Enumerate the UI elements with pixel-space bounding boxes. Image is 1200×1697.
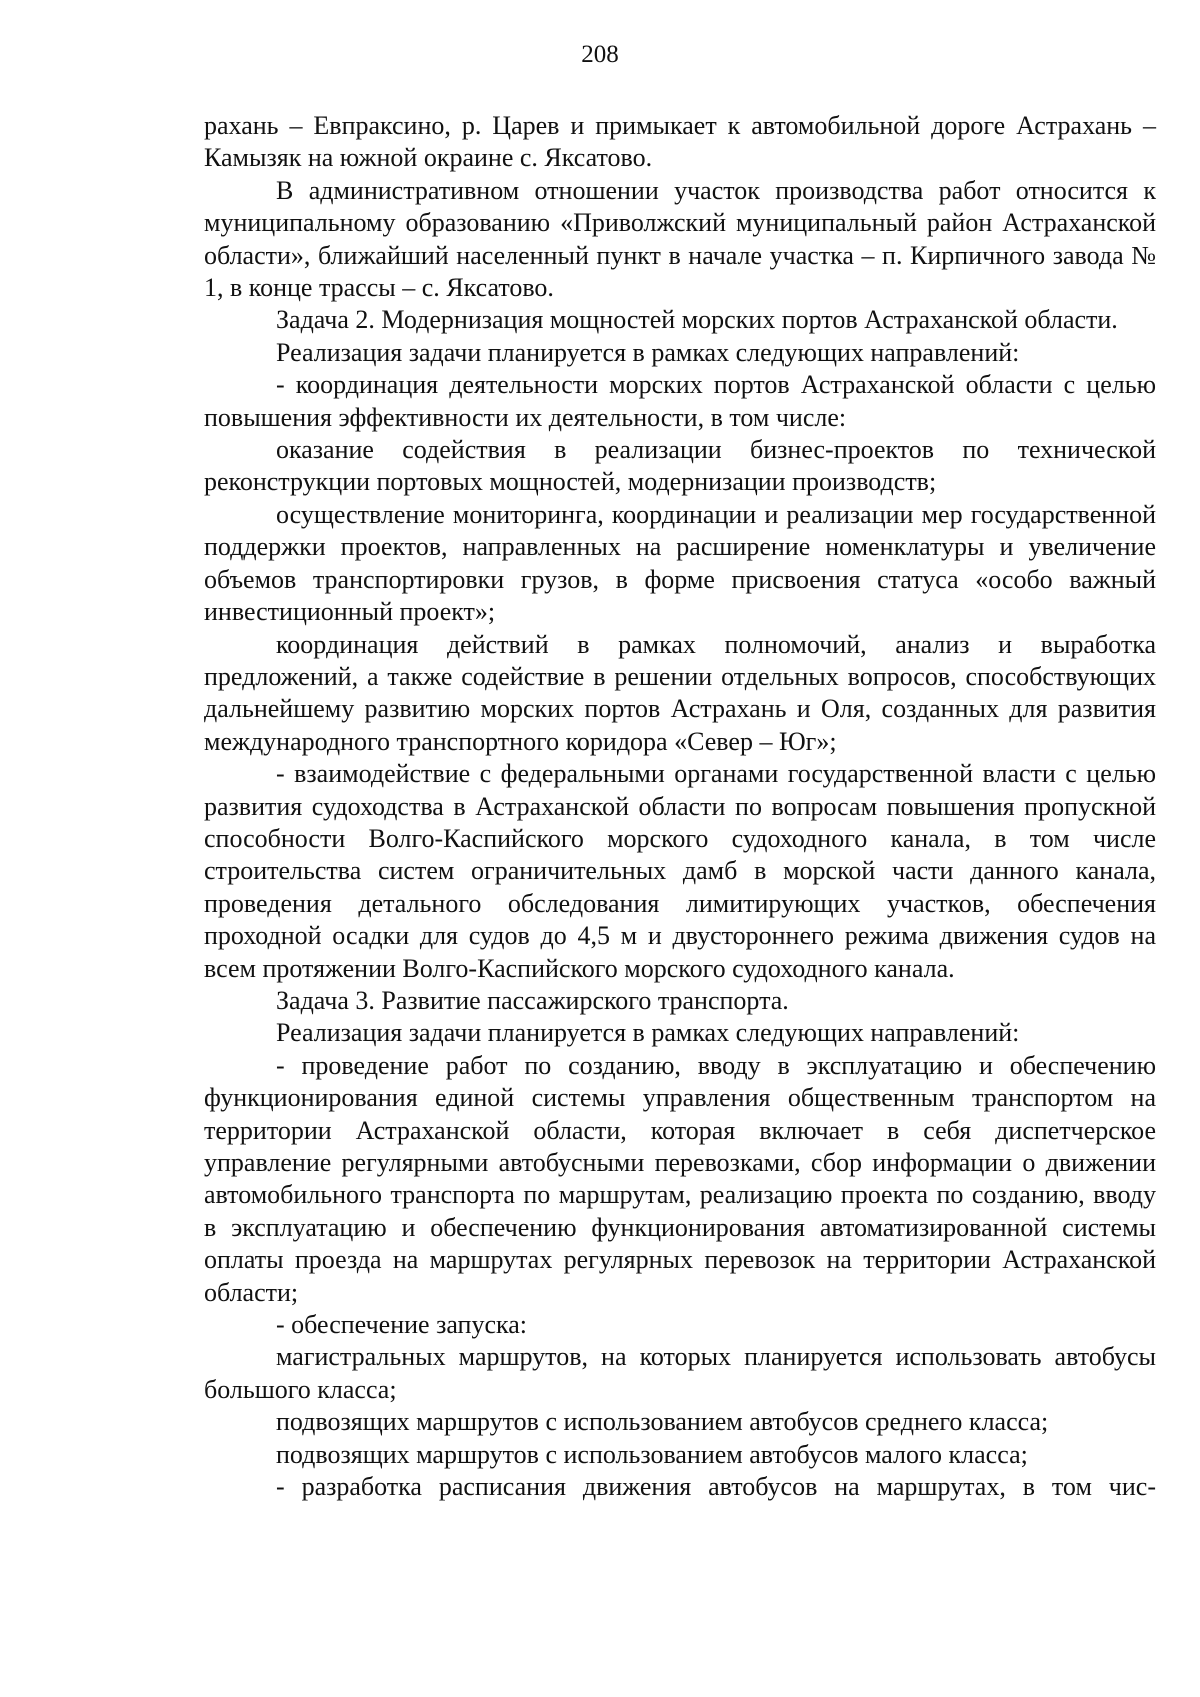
- paragraph-schedule-development: - разработка расписания движения автобусов на маршрутах, в том чис-: [276, 1472, 1156, 1502]
- paragraph-launch-provision: - обеспечение запуска:: [276, 1310, 527, 1340]
- paragraph-administrative-location: В административном отношении участок производства работ относится к муниципальному образованию «Приволжский муниципальный район Астраханской области», ближайший населенный пункт в начале участка – п. Кирпичного завода № 1, в конце трассы – с. Яксатово.: [204, 175, 1156, 303]
- paragraph-continuation: рахань – Евпраксино, р. Царев и примыкает к автомобильной дороге Астрахань – Камызяк на южной окраине с. Яксатово.: [204, 111, 1156, 173]
- paragraph-business-projects-support: оказание содействия в реализации бизнес-проектов по технической реконструкции портовых мощностей, модернизации производств;: [204, 435, 1156, 497]
- paragraph-transport-management-system: - проведение работ по созданию, вводу в эксплуатацию и обеспечению функционирования единой системы управления общественным транспортом на территории Астраханской области, которая включает в себя диспетчерское управление регулярными автобусными перевозками, сбор информации о движении автомобильного транспорта по маршрутам, реализацию проекта по созданию, вводу в эксплуатацию и обеспечению функционирования автоматизированной системы оплаты проезда на маршрутах регулярных перевозок на территории Астраханской области;: [204, 1050, 1156, 1307]
- paragraph-task-3-heading: Задача 3. Развитие пассажирского транспорта.: [276, 985, 789, 1015]
- paragraph-task-3-directions-intro: Реализация задачи планируется в рамках следующих направлений:: [276, 1018, 1020, 1048]
- paragraph-ports-coordination: - координация деятельности морских портов Астраханской области с целью повышения эффективности их деятельности, в том числе:: [204, 370, 1156, 432]
- paragraph-task-2-directions-intro: Реализация задачи планируется в рамках следующих направлений:: [276, 337, 1020, 367]
- paragraph-trunk-routes: магистральных маршрутов, на которых планируется использовать автобусы большого класса;: [204, 1342, 1156, 1404]
- paragraph-state-support-monitoring: осуществление мониторинга, координации и реализации мер государственной поддержки проектов, направленных на расширение номенклатуры и увеличение объемов транспортировки грузов, в форме присвоения статуса «особо важный инвестиционный проект»;: [204, 499, 1156, 627]
- paragraph-feeder-routes-medium: подвозящих маршрутов с использованием автобусов среднего класса;: [276, 1407, 1049, 1437]
- page-number: 208: [581, 41, 619, 68]
- paragraph-feeder-routes-small: подвозящих маршрутов с использованием автобусов малого класса;: [276, 1439, 1028, 1469]
- body-text: [204, 110, 1156, 1503]
- paragraph-federal-cooperation: - взаимодействие с федеральными органами государственной власти с целью развития судоходства в Астраханской области по вопросам повышения пропускной способности Волго-Каспийского морского судоходного канала, в том числе строительства систем ограничительных дамб в морской части данного канала, проведения детального обследования лимитирующих участков, обеспечения проходной осадки для судов до 4,5 м и двустороннего режима движения судов на всем протяжении Волго-Каспийского морского судоходного канала.: [204, 759, 1156, 983]
- paragraph-north-south-corridor: координация действий в рамках полномочий, анализ и выработка предложений, а также содействие в решении отдельных вопросов, способствующих дальнейшему развитию морских портов Астрахань и Оля, созданных для развития международного транспортного коридора «Север – Юг»;: [204, 629, 1156, 756]
- paragraph-task-2-heading: Задача 2. Модернизация мощностей морских портов Астраханской области.: [276, 305, 1118, 335]
